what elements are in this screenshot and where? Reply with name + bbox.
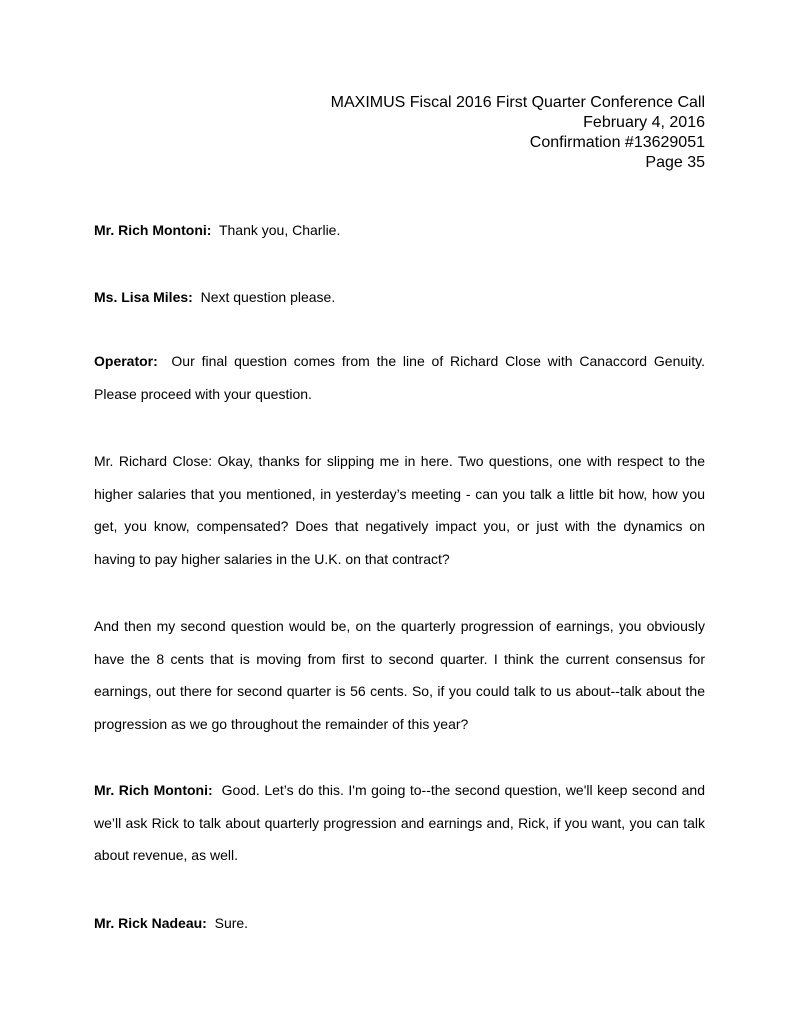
header-confirmation: Confirmation #13629051	[529, 134, 705, 151]
header-title: MAXIMUS Fiscal 2016 First Quarter Conference Call	[330, 94, 705, 111]
paragraph-text: Our final question comes from the line of Richard Close with Canaccord Genuity. Please proceed with your question.	[94, 353, 705, 402]
paragraph-text: Mr. Richard Close: Okay, thanks for slipping me in here. Two questions, one with respect to the higher salaries that you mentioned, in yesterday’s meeting - can you talk a little bit how, how you get, you know, compensated? Does that negatively impact you, or just with the dynamics on having to pay higher salaries in the U.K. on that contract?	[94, 453, 705, 567]
transcript-paragraph	[94, 774, 705, 872]
speaker-name: Ms. Lisa Miles:	[94, 289, 193, 305]
paragraph-text: Next question please.	[200, 289, 336, 305]
transcript-paragraph	[94, 907, 705, 940]
transcript-paragraph	[94, 445, 705, 575]
speaker-name: Mr. Rich Montoni:	[94, 222, 212, 238]
speaker-name: Mr. Rich Montoni:	[94, 782, 213, 798]
transcript-paragraph	[94, 214, 705, 247]
transcript-paragraph	[94, 610, 705, 740]
header-date: February 4, 2016	[583, 114, 705, 131]
paragraph-text: Good. Let’s do this. I'm going to--the second question, we'll keep second and we’ll ask Rick to talk about quarterly progression and earnings and, Rick, if you want, you can talk about revenue, as well.	[94, 782, 705, 863]
speaker-name: Operator:	[94, 353, 158, 369]
speaker-name: Mr. Rick Nadeau:	[94, 915, 207, 931]
page-header	[331, 93, 705, 173]
header-page-number: Page 35	[645, 154, 705, 171]
transcript-paragraph	[94, 345, 705, 410]
paragraph-text: And then my second question would be, on the quarterly progression of earnings, you obviously have the 8 cents that is moving from first to second quarter. I think the current consensus for earnings, out there for second quarter is 56 cents. So, if you could talk to us about--talk about the progression as we go throughout the remainder of this year?	[94, 618, 705, 732]
transcript-paragraph	[94, 281, 705, 314]
paragraph-text: Thank you, Charlie.	[218, 222, 341, 238]
paragraph-text: Sure.	[214, 915, 249, 931]
